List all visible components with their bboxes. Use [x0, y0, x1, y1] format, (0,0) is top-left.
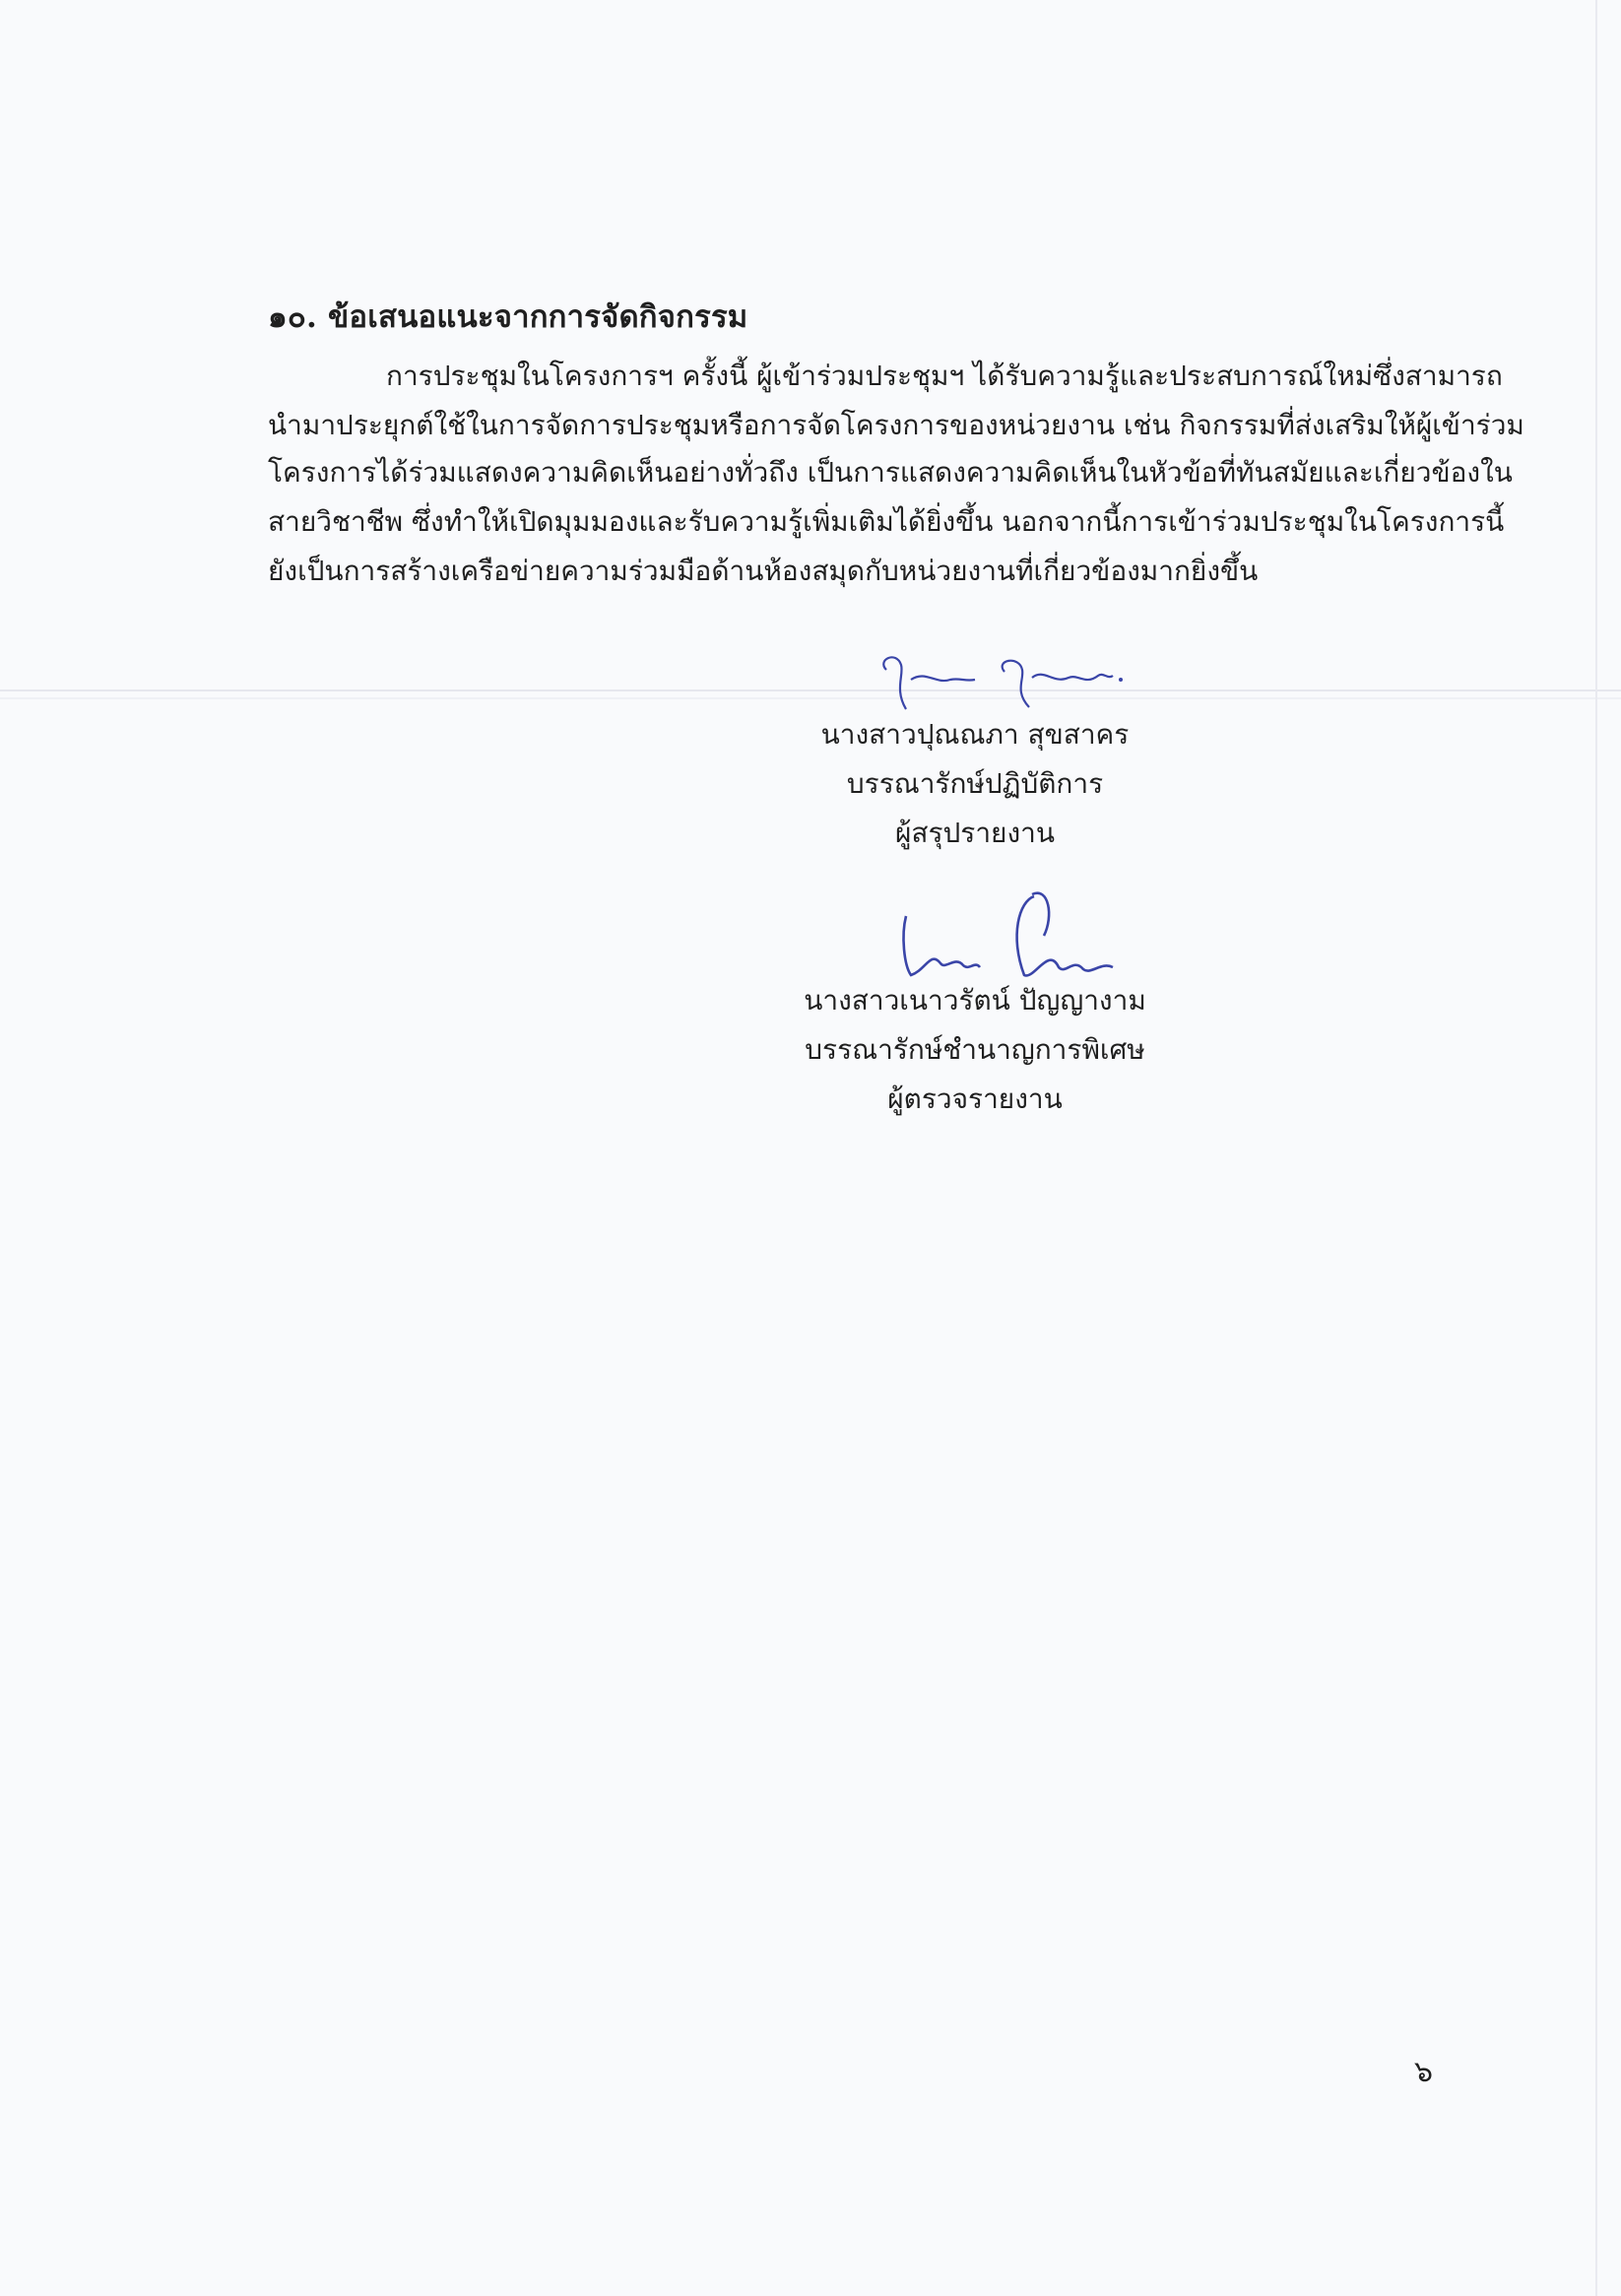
page-number: ๖	[1414, 2055, 1434, 2089]
signatory-name: นางสาวเนาวรัตน์ ปัญญางาม	[804, 984, 1146, 1017]
signatory-role: ผู้สรุปรายงาน	[894, 817, 1055, 849]
paragraph-line: โครงการได้ร่วมแสดงความคิดเห็นอย่างทั่วถึง เป็นการแสดงความคิดเห็นในหัวข้อที่ทันสมัยและเกี่ยวข้องใน	[268, 456, 1513, 489]
scan-artifact-line	[0, 697, 1621, 699]
signatory-name: นางสาวปุณณภา สุขสาคร	[820, 718, 1130, 751]
page-edge	[1595, 0, 1597, 2296]
signature-2	[886, 877, 1162, 995]
section-heading: ๑๐. ข้อเสนอแนะจากการจัดกิจกรรม	[268, 299, 748, 335]
paragraph-line: สายวิชาชีพ ซึ่งทำให้เปิดมุมมองและรับความรู้เพิ่มเติมได้ยิ่งขึ้น นอกจากนี้การเข้าร่วมประชุมในโครงการนี้	[268, 505, 1505, 538]
paragraph-line: ยังเป็นการสร้างเครือข่ายความร่วมมือด้านห้องสมุดกับหน่วยงานที่เกี่ยวข้องมากยิ่งขึ้น	[268, 555, 1259, 587]
signatory-position: บรรณารักษ์ชำนาญการพิเศษ	[805, 1033, 1145, 1066]
signatory-position: บรรณารักษ์ปฏิบัติการ	[846, 767, 1104, 800]
signatory-role: ผู้ตรวจรายงาน	[887, 1082, 1063, 1115]
paragraph-line: นำมาประยุกต์ใช้ในการจัดการประชุมหรือการจัดโครงการของหน่วยงาน เช่น กิจกรรมที่ส่งเสริมให้ผู้เข้าร่วม	[268, 409, 1524, 441]
signatory-1	[788, 715, 1162, 853]
scan-artifact-line	[0, 689, 1621, 691]
signatory-2	[788, 981, 1162, 1119]
signature-1	[867, 630, 1162, 719]
paragraph-line: การประชุมในโครงการฯ ครั้งนี้ ผู้เข้าร่วมประชุมฯ ได้รับความรู้และประสบการณ์ใหม่ซึ่งสามารถ	[386, 360, 1503, 392]
